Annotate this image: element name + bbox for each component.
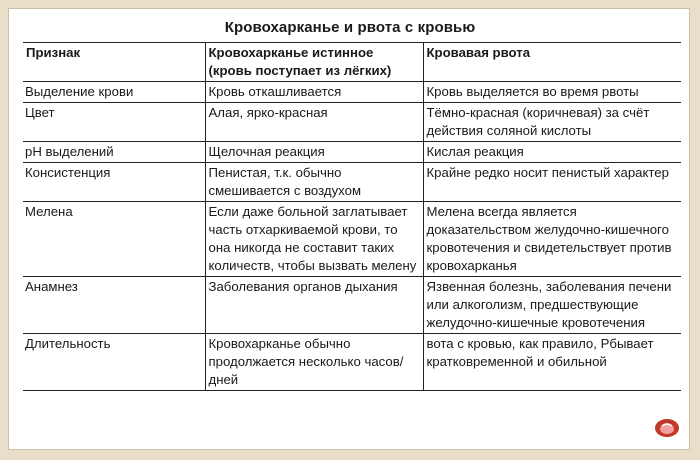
cell-vomiting: Язвенная болезнь, заболевания печени или алкоголизм, предшествующие желудочно-кишечные кровотечения (423, 277, 681, 334)
header-hemoptysis (205, 43, 423, 82)
cell-vomiting: Крайне редко носит пенистый характер (423, 163, 681, 202)
cell-vomiting: Кровь выделяется во время рвоты (423, 82, 681, 103)
cell-vomiting: вота с кровью, как правило, Рбывает кратковременной и обильной (423, 334, 681, 391)
table-row (23, 142, 681, 163)
header-sign: Признак (23, 43, 205, 82)
header-hemoptysis-line1: Кровохарканье истинное (208, 45, 374, 60)
tongue-logo-icon (653, 417, 681, 439)
table-row (23, 334, 681, 391)
header-vomiting: Кровавая рвота (423, 43, 681, 82)
table-row (23, 82, 681, 103)
cell-hemoptysis: Щелочная реакция (205, 142, 423, 163)
cell-hemoptysis: Алая, ярко-красная (205, 103, 423, 142)
header-hemoptysis-line2: (кровь поступает из лёгких) (208, 63, 392, 78)
cell-hemoptysis: Если даже больной заглатывает часть отхаркиваемой крови, то она никогда не составит таких количеств, чтобы вызвать мелену (205, 202, 423, 277)
table-row (23, 103, 681, 142)
comparison-table (23, 42, 681, 391)
cell-vomiting: Тёмно-красная (коричневая) за счёт действия соляной кислоты (423, 103, 681, 142)
cell-sign: Выделение крови (23, 82, 205, 103)
cell-sign: Цвет (23, 103, 205, 142)
page-title: Кровохарканье и рвота с кровью (224, 19, 476, 36)
table-row (23, 163, 681, 202)
table-row (23, 202, 681, 277)
cell-vomiting: Кислая реакция (423, 142, 681, 163)
cell-hemoptysis: Кровь откашливается (205, 82, 423, 103)
cell-sign: Мелена (23, 202, 205, 277)
table-row (23, 277, 681, 334)
table-header-row (23, 43, 681, 82)
cell-hemoptysis: Кровохарканье обычно продолжается несколько часов/дней (205, 334, 423, 391)
cell-hemoptysis: Заболевания органов дыхания (205, 277, 423, 334)
cell-sign: Консистенция (23, 163, 205, 202)
document-frame (8, 8, 690, 450)
cell-vomiting: Мелена всегда является доказательством желудочно-кишечного кровотечения и свидетельствует против кровохарканья (423, 202, 681, 277)
cell-sign: рН выделений (23, 142, 205, 163)
cell-hemoptysis: Пенистая, т.к. обычно смешивается с воздухом (205, 163, 423, 202)
cell-sign: Длительность (23, 334, 205, 391)
cell-sign: Анамнез (23, 277, 205, 334)
